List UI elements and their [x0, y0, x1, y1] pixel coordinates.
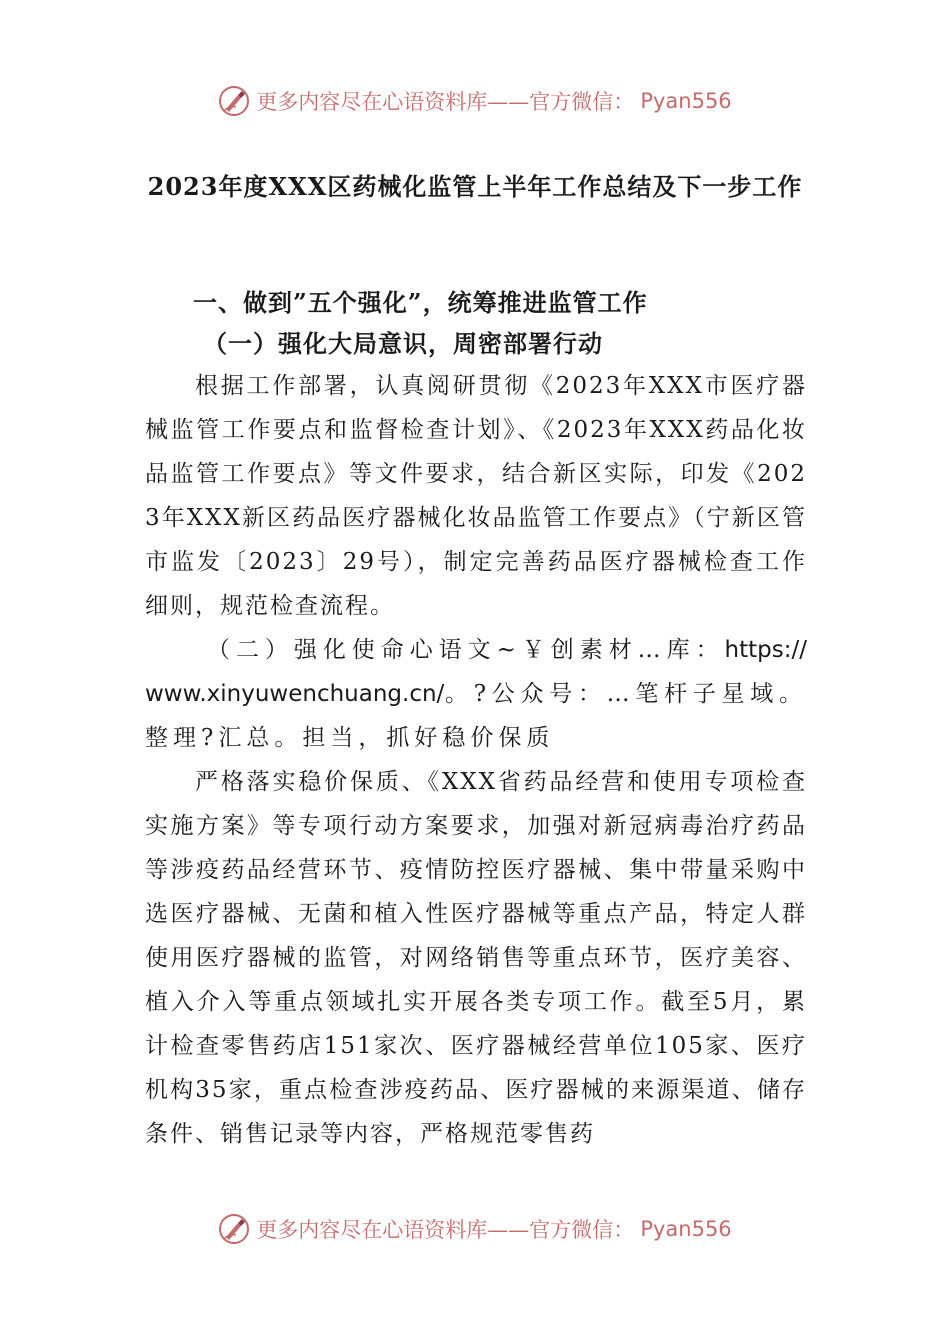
watermark-text: 更多内容尽在心语资料库——官方微信：: [256, 1218, 635, 1242]
pen-logo-icon: [218, 1213, 250, 1245]
watermark-header: [0, 76, 950, 126]
pen-logo-icon: [218, 85, 250, 117]
subsection-heading-2: [145, 628, 807, 760]
website-url: https://www.xinyuwenchuang.cn/: [145, 637, 807, 707]
subsection-2-suffix: 。?公众号：…笔杆子星域。整理?汇总。担当，抓好稳价保质: [145, 681, 807, 751]
paragraph-2: 严格落实稳价保质、《XXX省药品经营和使用专项检查实施方案》等专项行动方案要求，加强对新冠病毒治疗药品等涉疫药品经营环节、疫情防控医疗器械、集中带量采购中选医疗器械、无菌和植入性医疗器械等重点产品，特定人群使用医疗器械的监管，对网络销售等重点环节，医疗美容、植入介入等重点领域扎实开展各类专项工作。截至5月，累计检查零售药店151家次、医疗器械经营单位105家、医疗机构35家，重点检查涉疫药品、医疗器械的来源渠道、储存条件、销售记录等内容，严格规范零售药: [145, 769, 807, 1147]
watermark-account: Pyan556: [640, 1217, 732, 1241]
section-heading-1: 一、做到”五个强化”，统筹推进监管工作: [193, 288, 648, 317]
watermark-footer: [0, 1204, 950, 1254]
document-title: 2023年度XXX区药械化监管上半年工作总结及下一步工作: [147, 172, 803, 201]
subsection-heading-1: （一）强化大局意识，周密部署行动: [203, 329, 603, 358]
subsection-2-prefix: （二）强化使命心语文~￥创素材…库：: [207, 637, 725, 663]
document-body: [145, 282, 807, 1156]
watermark-text: 更多内容尽在心语资料库——官方微信：: [256, 90, 635, 114]
watermark-account: Pyan556: [640, 89, 732, 113]
paragraph-1: 根据工作部署，认真阅研贯彻《2023年XXX市医疗器械监管工作要点和监督检查计划》、《2023年XXX药品化妆品监管工作要点》等文件要求，结合新区实际，印发《2023年XXX新区药品医疗器械化妆品监管工作要点》（宁新区管市监发〔2023〕29号），制定完善药品医疗器械检查工作细则，规范检查流程。: [145, 373, 807, 619]
